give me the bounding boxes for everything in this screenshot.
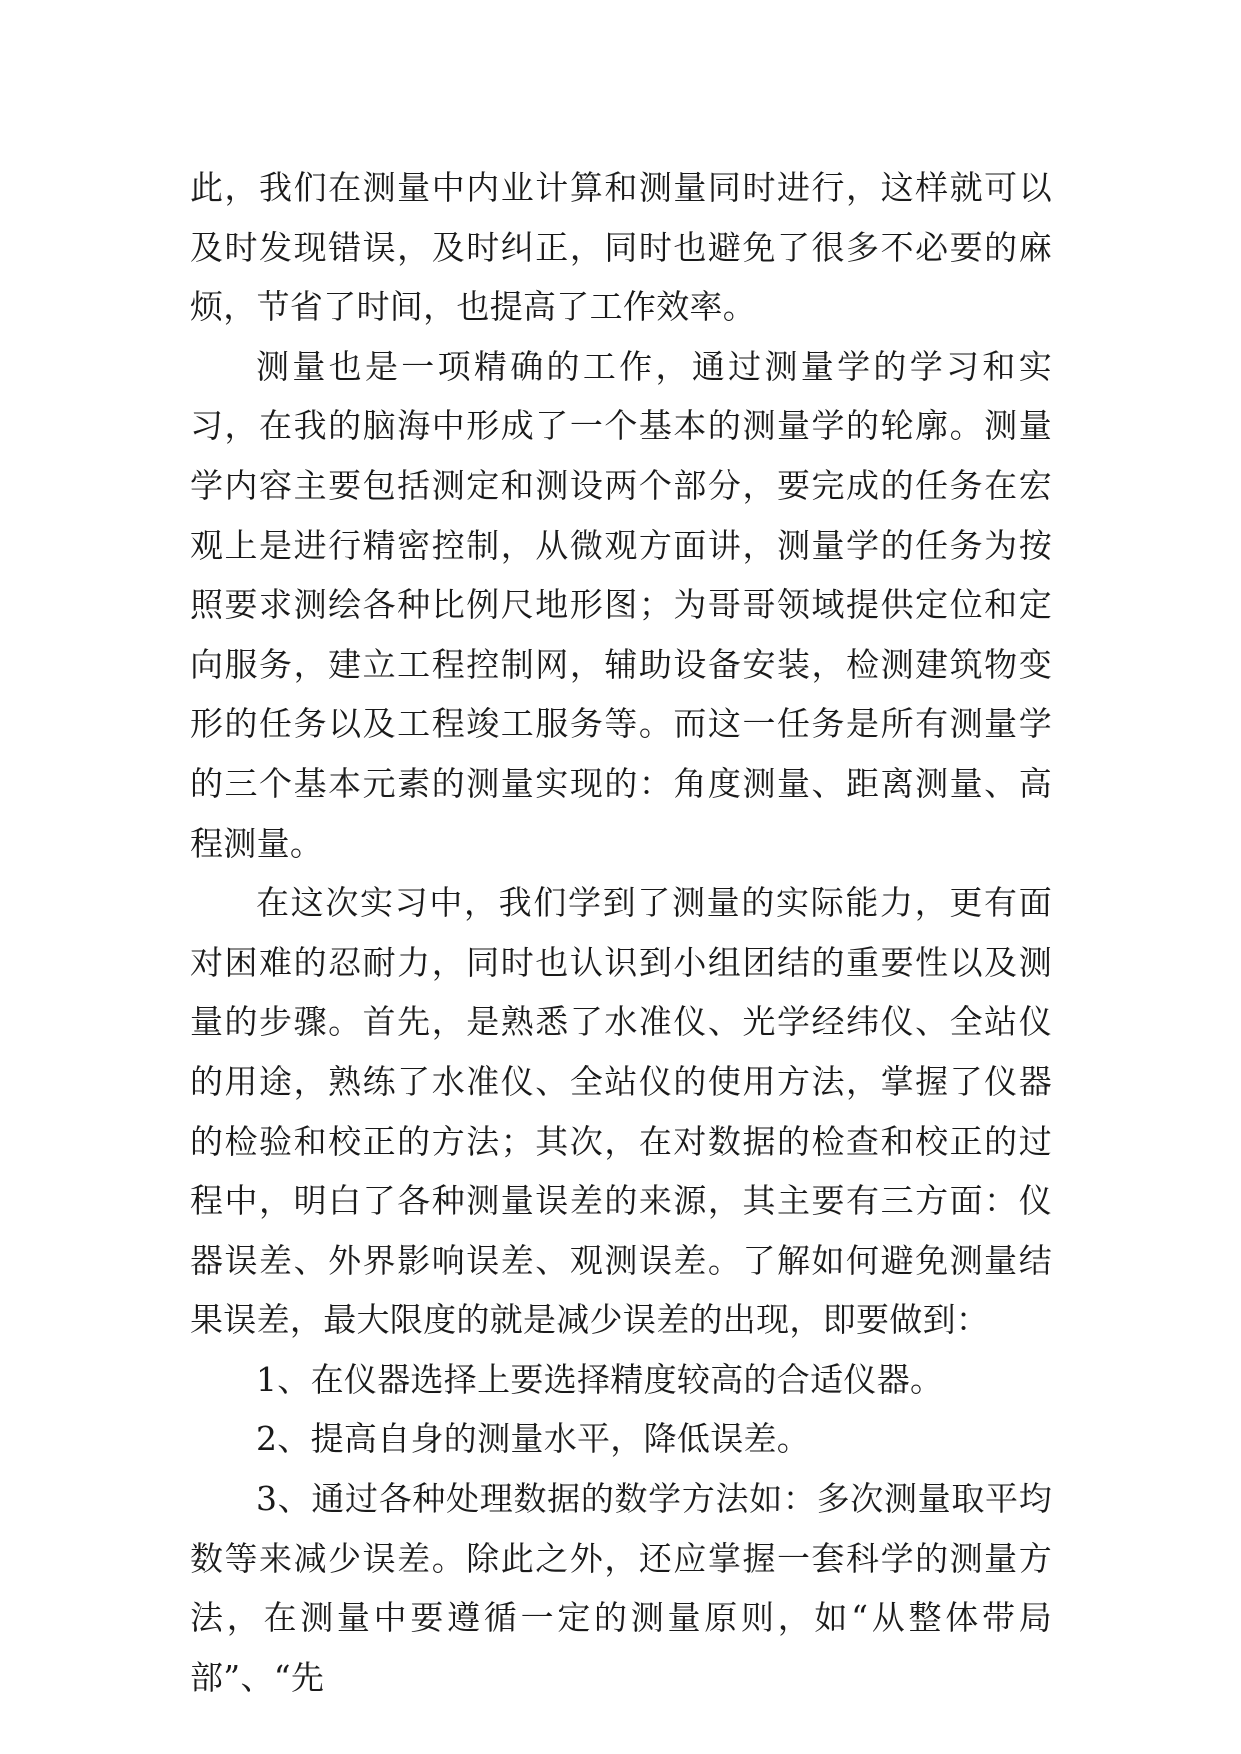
list-item-1: 1、在仪器选择上要选择精度较高的合适仪器。 — [256, 1359, 944, 1399]
list-item-3: 3、通过各种处理数据的数学方法如：多次测量取平均数等来减少误差。除此之外，还应掌握一套科学的测量方法，在测量中要遵循一定的测量原则，如“从整体带局部”、“先 — [190, 1479, 1052, 1697]
paragraph-internship-learning: 在这次实习中，我们学到了测量的实际能力，更有面对困难的忍耐力，同时也认识到小组团结的重要性以及测量的步骤。首先，是熟悉了水准仪、光学经纬仪、全站仪的用途，熟练了水准仪、全站仪的使用方法，掌握了仪器的检验和校正的方法；其次，在对数据的检查和校正的过程中，明白了各种测量误差的来源，其主要有三方面：仪器误差、外界影响误差、观测误差。了解如何避免测量结果误差，最大限度的就是减少误差的出现，即要做到： — [190, 883, 1052, 1340]
paragraph-measurement-precision: 测量也是一项精确的工作，通过测量学的学习和实习，在我的脑海中形成了一个基本的测量学的轮廓。测量学内容主要包括测定和测设两个部分，要完成的任务在宏观上是进行精密控制，从微观方面讲，测量学的任务为按照要求测绘各种比例尺地形图；为哥哥领域提供定位和定向服务，建立工程控制网，辅助设备安装，检测建筑物变形的任务以及工程竣工服务等。而这一任务是所有测量学的三个基本元素的测量实现的：角度测量、距离测量、高程测量。 — [190, 346, 1052, 863]
paragraph-continuation: 此，我们在测量中内业计算和测量同时进行，这样就可以及时发现错误，及时纠正，同时也避免了很多不必要的麻烦，节省了时间，也提高了工作效率。 — [190, 168, 1052, 327]
list-item-2: 2、提高自身的测量水平，降低误差。 — [256, 1419, 811, 1459]
document-body — [190, 158, 1052, 1707]
